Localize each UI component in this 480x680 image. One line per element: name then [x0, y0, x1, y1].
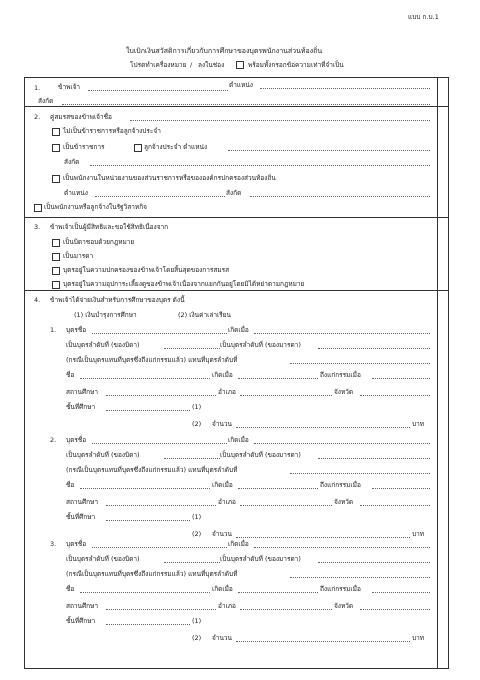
spouse-affiliation-field[interactable] — [90, 165, 430, 166]
child-name-label: บุตรชื่อ — [66, 540, 87, 548]
form-title: ใบเบิกเงินสวัสดิการเกี่ยวกับการศึกษาของบุตรพนักงานส่วนท้องถิ่น — [126, 47, 323, 55]
school-field[interactable] — [106, 395, 216, 396]
spouse-name-field[interactable] — [130, 120, 430, 121]
replaced-name-field[interactable] — [80, 592, 210, 593]
died-label: ถึงแก่กรรมเมื่อ — [320, 585, 361, 593]
support-label: บุตรอยู่ในความอุปการะเลี้ยงดูของข้าพเจ้าเนื่องจากแยกกันอยู่โดยมิได้หย่าตามกฎหมาย — [63, 280, 305, 288]
divider-1 — [24, 106, 448, 107]
legal-father-checkbox[interactable] — [52, 239, 60, 247]
legend-checkbox — [236, 61, 244, 69]
child-number: 2. — [50, 436, 57, 444]
born-field[interactable] — [254, 333, 430, 334]
divider-3 — [24, 290, 448, 291]
legal-father-label: เป็นบิดาชอบด้วยกฎหมาย — [63, 238, 135, 246]
section2-affiliation-label: สังกัด — [64, 158, 80, 166]
born-field[interactable] — [254, 547, 430, 548]
order-father-field[interactable] — [164, 458, 220, 459]
local-admin-checkbox[interactable] — [52, 175, 60, 183]
amount-field[interactable] — [236, 641, 410, 642]
replaced-born-label: เกิดเมื่อ — [212, 481, 233, 489]
not-employee-label: ไม่เป็นข้าราชการหรือลูกจ้างประจำ — [63, 127, 161, 135]
baht-label: บาท — [412, 420, 425, 428]
local-affiliation-field[interactable] — [250, 196, 430, 197]
replaced-born-field[interactable] — [238, 488, 318, 489]
section1-name-label: ข้าพเจ้า — [58, 83, 81, 91]
section4-number: 4. — [34, 296, 41, 304]
school-field[interactable] — [106, 505, 216, 506]
custody-checkbox[interactable] — [52, 267, 60, 275]
died-field[interactable] — [372, 378, 430, 379]
amount-label: จำนวน — [212, 530, 232, 538]
province-field[interactable] — [360, 505, 430, 506]
district-field[interactable] — [240, 395, 332, 396]
child-number: 1. — [50, 326, 57, 334]
state-enterprise-checkbox[interactable] — [34, 204, 42, 212]
school-label: สถานศึกษา — [66, 388, 98, 396]
replaced-born-label: เกิดเมื่อ — [212, 585, 233, 593]
child-name-field[interactable] — [92, 547, 227, 548]
item2-label: (2) — [192, 420, 202, 428]
child-name-label: บุตรชื่อ — [66, 326, 87, 334]
grade-field[interactable] — [106, 624, 190, 625]
replaced-name-label: ชื่อ — [66, 371, 75, 379]
district-label: อำเภอ — [218, 388, 236, 396]
replaced-name-label: ชื่อ — [66, 481, 75, 489]
item1-label: (1) — [192, 403, 202, 411]
died-field[interactable] — [372, 592, 430, 593]
civil-servant-checkbox[interactable] — [52, 144, 60, 152]
replaced-born-label: เกิดเมื่อ — [212, 371, 233, 379]
spouse-position-field[interactable] — [228, 150, 430, 151]
type-education-fee: (1) เงินบำรุงการศึกษา — [74, 311, 137, 319]
section1-affiliation-label: สังกัด — [38, 97, 54, 105]
state-enterprise-label: เป็นพนักงานหรือลูกจ้างในรัฐวิสาหกิจ — [44, 203, 147, 211]
replace-note-label: (กรณีเป็นบุตรแทนที่บุตรซึ่งถึงแก่กรรมแล้ว) แทนที่บุตรลำดับที่ — [66, 356, 238, 364]
section3-number: 3. — [34, 223, 41, 231]
mother-label: เป็นมารดา — [63, 252, 94, 260]
section4-heading: ข้าพเจ้าได้จ่ายเงินสำหรับการศึกษาของบุตร ดังนี้ — [50, 296, 185, 304]
local-position-field[interactable] — [95, 196, 225, 197]
grade-field[interactable] — [106, 410, 190, 411]
born-field[interactable] — [254, 443, 430, 444]
order-mother-field[interactable] — [318, 562, 430, 563]
section2-number: 2. — [34, 113, 41, 121]
province-label: จังหวัด — [334, 388, 354, 396]
section1-number: 1. — [34, 84, 41, 92]
province-field[interactable] — [360, 395, 430, 396]
item1-label: (1) — [192, 617, 202, 625]
replaced-born-field[interactable] — [238, 378, 318, 379]
died-label: ถึงแก่กรรมเมื่อ — [320, 481, 361, 489]
province-field[interactable] — [360, 609, 430, 610]
baht-label: บาท — [412, 530, 425, 538]
type-tuition-fee: (2) เงินค่าเล่าเรียน — [178, 311, 231, 319]
grade-label: ชั้นที่ศึกษา — [66, 513, 96, 521]
replace-order-field[interactable] — [290, 363, 430, 364]
replaced-name-field[interactable] — [80, 488, 210, 489]
baht-label: บาท — [412, 634, 425, 642]
section1-position-label: ตำแหน่ง — [229, 81, 253, 89]
support-checkbox[interactable] — [52, 281, 60, 289]
civil-servant-label: เป็นข้าราชการ — [63, 143, 105, 151]
born-label: เกิดเมื่อ — [228, 326, 249, 334]
grade-label: ชั้นที่ศึกษา — [66, 617, 96, 625]
order-mother-field[interactable] — [318, 458, 430, 459]
replace-note-label: (กรณีเป็นบุตรแทนที่บุตรซึ่งถึงแก่กรรมแล้ว) แทนที่บุตรลำดับที่ — [66, 466, 238, 474]
custody-label: บุตรอยู่ในความปกครองของข้าพเจ้าโดยสิ้นสุดของการสมรส — [63, 266, 230, 274]
child-name-field[interactable] — [92, 333, 227, 334]
order-father-field[interactable] — [164, 562, 220, 563]
not-employee-checkbox[interactable] — [52, 128, 60, 136]
school-label: สถานศึกษา — [66, 602, 98, 610]
item2-label: (2) — [192, 530, 202, 538]
position-field[interactable] — [260, 88, 430, 89]
grade-field[interactable] — [106, 520, 190, 521]
section2-affiliation-label-2: สังกัด — [226, 189, 242, 197]
form-subtitle-pre: โปรดทำเครื่องหมาย — [130, 61, 187, 69]
province-label: จังหวัด — [334, 498, 354, 506]
order-mother-label: เป็นบุตรลำดับที่ (ของมารดา) — [220, 341, 301, 349]
section3-heading: ข้าพเจ้าเป็นผู้มีสิทธิและขอใช้สิทธิเนื่องจาก — [50, 223, 169, 231]
form-code: แบบ ก.บ.1 — [408, 13, 439, 21]
order-father-label: เป็นบุตรลำดับที่ (ของบิดา) — [66, 451, 140, 459]
died-field[interactable] — [372, 488, 430, 489]
child-name-field[interactable] — [92, 443, 227, 444]
amount-field[interactable] — [236, 427, 410, 428]
permanent-employee-checkbox[interactable] — [134, 144, 142, 152]
district-field[interactable] — [240, 609, 332, 610]
amount-field[interactable] — [236, 537, 410, 538]
replace-order-field[interactable] — [290, 577, 430, 578]
child-number: 3. — [50, 540, 57, 548]
replace-order-field[interactable] — [290, 473, 430, 474]
name-field[interactable] — [88, 90, 228, 91]
local-admin-label: เป็นพนักงานในหน่วยงานของส่วนราชการหรือขององค์กรปกครองส่วนท้องถิ่น — [63, 174, 276, 182]
item2-label: (2) — [192, 634, 202, 642]
section2-heading: คู่สมรสของข้าพเจ้าชื่อ — [50, 113, 112, 121]
section2-position-label: ตำแหน่ง — [64, 189, 88, 197]
district-label: อำเภอ — [218, 498, 236, 506]
district-label: อำเภอ — [218, 602, 236, 610]
affiliation-field[interactable] — [62, 104, 430, 105]
replaced-born-field[interactable] — [238, 592, 318, 593]
form-subtitle-mid: ลงในช่อง — [198, 61, 225, 69]
amount-label: จำนวน — [212, 634, 232, 642]
divider-2 — [24, 217, 448, 218]
mother-checkbox[interactable] — [52, 253, 60, 261]
right-margin-line — [437, 77, 438, 668]
order-mother-label: เป็นบุตรลำดับที่ (ของมารดา) — [220, 451, 301, 459]
died-label: ถึงแก่กรรมเมื่อ — [320, 371, 361, 379]
replaced-name-field[interactable] — [80, 378, 210, 379]
permanent-employee-label: ลูกจ้างประจำ ตำแหน่ง — [144, 143, 208, 151]
school-field[interactable] — [106, 609, 216, 610]
province-label: จังหวัด — [334, 602, 354, 610]
order-mother-field[interactable] — [318, 348, 430, 349]
order-father-field[interactable] — [164, 348, 220, 349]
order-father-label: เป็นบุตรลำดับที่ (ของบิดา) — [66, 341, 140, 349]
replaced-name-label: ชื่อ — [66, 585, 75, 593]
child-name-label: บุตรชื่อ — [66, 436, 87, 444]
order-father-label: เป็นบุตรลำดับที่ (ของบิดา) — [66, 555, 140, 563]
amount-label: จำนวน — [212, 420, 232, 428]
order-mother-label: เป็นบุตรลำดับที่ (ของมารดา) — [220, 555, 301, 563]
form-subtitle-post: พร้อมทั้งกรอกข้อความเท่าที่จำเป็น — [248, 61, 344, 69]
born-label: เกิดเมื่อ — [228, 436, 249, 444]
school-label: สถานศึกษา — [66, 498, 98, 506]
district-field[interactable] — [240, 505, 332, 506]
replace-note-label: (กรณีเป็นบุตรแทนที่บุตรซึ่งถึงแก่กรรมแล้ว) แทนที่บุตรลำดับที่ — [66, 570, 238, 578]
born-label: เกิดเมื่อ — [228, 540, 249, 548]
item1-label: (1) — [192, 513, 202, 521]
grade-label: ชั้นที่ศึกษา — [66, 403, 96, 411]
